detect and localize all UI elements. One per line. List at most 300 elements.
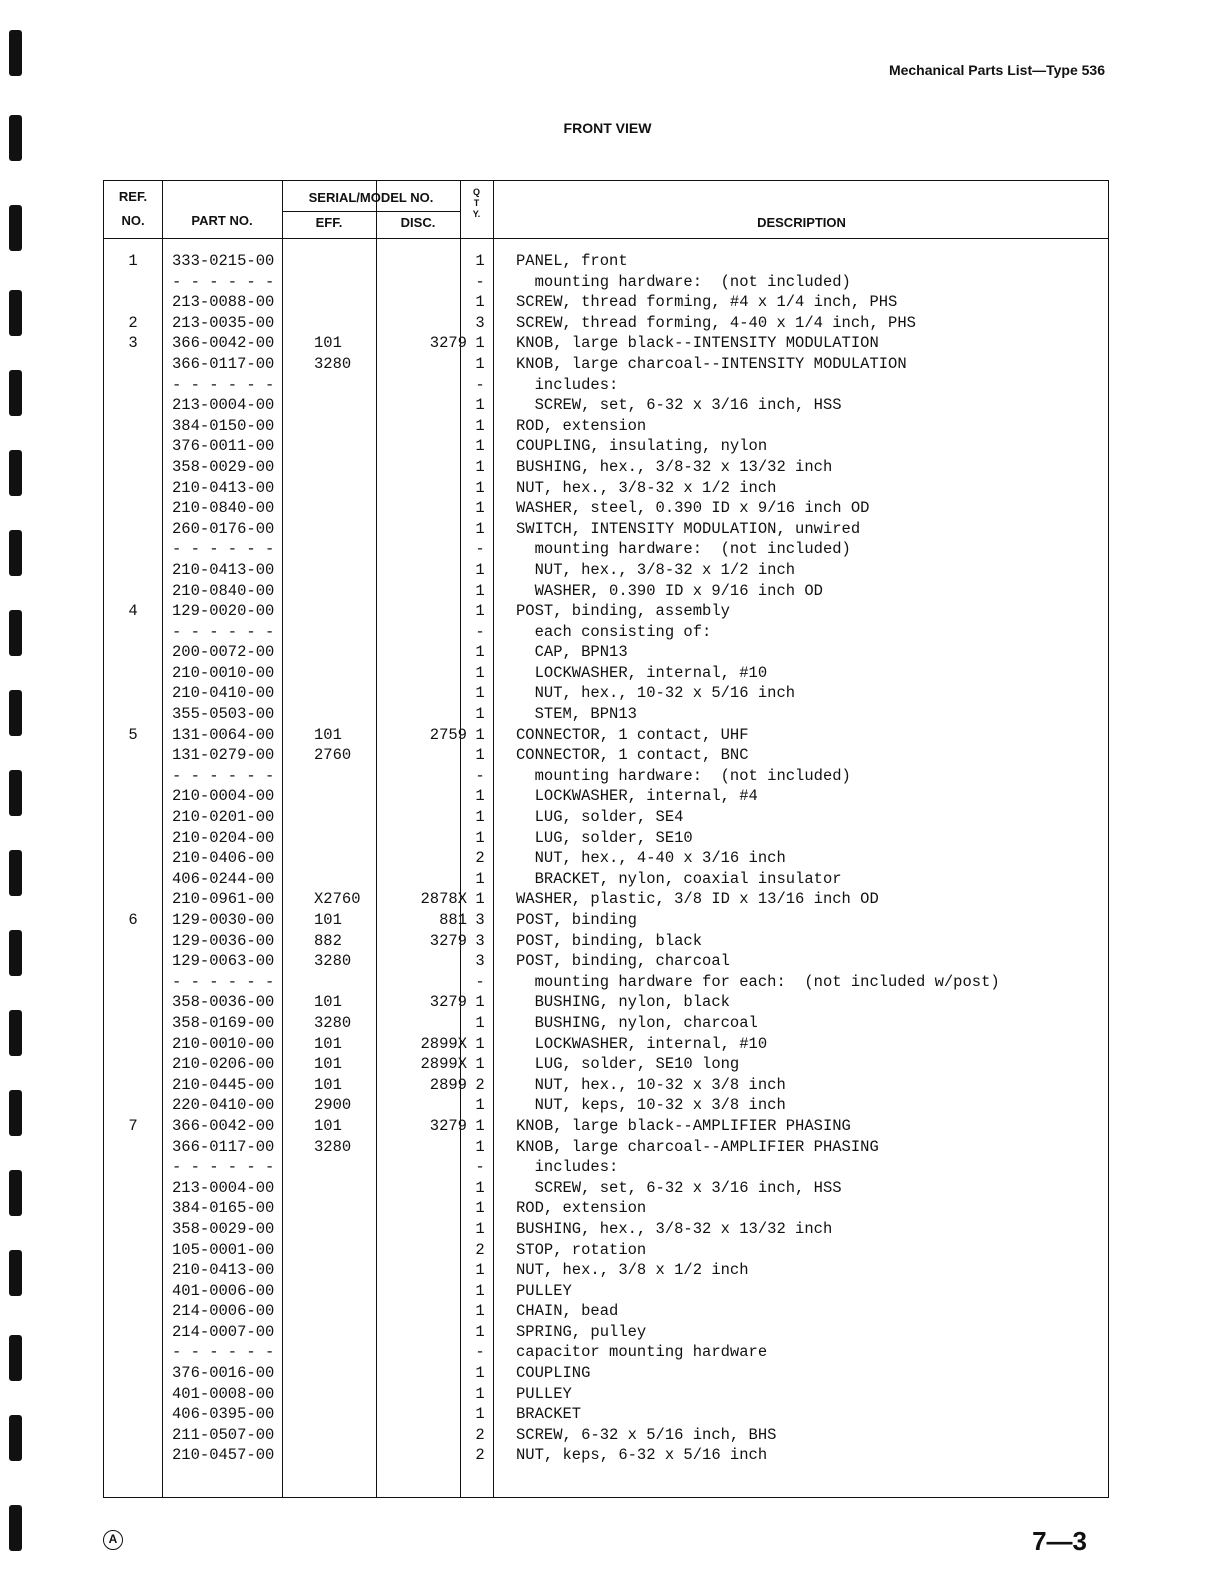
part-no: 211-0507-00: [172, 1425, 275, 1444]
part-no: 210-0004-00: [172, 787, 275, 806]
quantity: 1: [475, 1364, 485, 1383]
part-no: 358-0169-00: [172, 1013, 275, 1032]
quantity: -: [475, 375, 485, 394]
ref-no: 7: [128, 1116, 138, 1135]
quantity: -: [475, 540, 485, 559]
header-qty: Q T Y.: [472, 187, 481, 219]
table-row: [104, 354, 1108, 375]
binder-mark: [9, 450, 22, 496]
description: WASHER, 0.390 ID x 9/16 inch OD: [516, 581, 823, 600]
binder-mark: [9, 610, 22, 656]
part-no: - - - - - -: [172, 1343, 275, 1362]
serial-disc: 2899X: [420, 1034, 467, 1053]
serial-eff: 101: [314, 1075, 342, 1094]
table-row: [104, 395, 1108, 416]
description: NUT, hex., 3/8-32 x 1/2 inch: [516, 560, 796, 579]
table-row: [104, 972, 1108, 993]
quantity: 2: [475, 1425, 485, 1444]
serial-eff: 101: [314, 1055, 342, 1074]
table-row: [104, 992, 1108, 1013]
description: WASHER, plastic, 3/8 ID x 13/16 inch OD: [516, 890, 879, 909]
table-row: [104, 828, 1108, 849]
quantity: 2: [475, 1240, 485, 1259]
description: ROD, extension: [516, 1199, 647, 1218]
description: SCREW, thread forming, #4 x 1/4 inch, PHS: [516, 293, 898, 312]
quantity: 1: [475, 354, 485, 373]
table-row: [104, 1116, 1108, 1137]
part-no: - - - - - -: [172, 972, 275, 991]
table-row: [104, 1342, 1108, 1363]
quantity: -: [475, 1343, 485, 1362]
part-no: 366-0042-00: [172, 1116, 275, 1135]
description: PULLEY: [516, 1384, 572, 1403]
part-no: 213-0004-00: [172, 1178, 275, 1197]
binder-mark: [9, 205, 22, 251]
table-row: [104, 1240, 1108, 1261]
table-row: [104, 539, 1108, 560]
binder-mark: [9, 1505, 22, 1551]
part-no: 210-0413-00: [172, 560, 275, 579]
quantity: 1: [475, 828, 485, 847]
ref-no: 2: [128, 313, 138, 332]
binder-mark: [9, 930, 22, 976]
binder-mark: [9, 1010, 22, 1056]
section-title: FRONT VIEW: [563, 120, 652, 136]
part-no: 129-0020-00: [172, 602, 275, 621]
part-no: 333-0215-00: [172, 252, 275, 270]
table-row: [104, 622, 1108, 643]
part-no: 131-0064-00: [172, 725, 275, 744]
header-part-no: PART NO.: [191, 213, 253, 228]
description: COUPLING, insulating, nylon: [516, 437, 768, 456]
table-row: [104, 1322, 1108, 1343]
description: COUPLING: [516, 1364, 591, 1383]
description: SPRING, pulley: [516, 1322, 647, 1341]
part-no: 366-0117-00: [172, 1137, 275, 1156]
quantity: 1: [475, 1137, 485, 1156]
serial-disc: 3279: [429, 931, 467, 950]
header-serial-model: SERIAL/MODEL NO.: [308, 190, 434, 205]
table-row: [104, 292, 1108, 313]
quantity: 1: [475, 787, 485, 806]
description: WASHER, steel, 0.390 ID x 9/16 inch OD: [516, 499, 870, 518]
table-row: [104, 272, 1108, 293]
description: PULLEY: [516, 1281, 572, 1300]
quantity: 1: [475, 499, 485, 518]
description: mounting hardware: (not included): [516, 272, 851, 291]
part-no: 129-0036-00: [172, 931, 275, 950]
parts-table: [103, 180, 1109, 1498]
serial-disc: 2899: [429, 1075, 467, 1094]
quantity: 1: [475, 1405, 485, 1424]
description: LUG, solder, SE10: [516, 828, 693, 847]
quantity: 1: [475, 1219, 485, 1238]
part-no: 210-0010-00: [172, 1034, 275, 1053]
table-row: [104, 560, 1108, 581]
quantity: 1: [475, 1384, 485, 1403]
table-row: [104, 251, 1108, 272]
description: POST, binding: [516, 911, 637, 929]
description: includes:: [516, 1158, 619, 1177]
quantity: -: [475, 972, 485, 991]
quantity: 1: [475, 334, 485, 353]
table-row: [104, 1157, 1108, 1178]
binder-mark: [9, 1090, 22, 1136]
table-row: [104, 869, 1108, 890]
description: includes:: [516, 375, 619, 394]
quantity: 1: [475, 684, 485, 703]
binder-mark: [9, 30, 22, 76]
quantity: 1: [475, 457, 485, 476]
part-no: 401-0006-00: [172, 1281, 275, 1300]
table-row: [104, 807, 1108, 828]
description: mounting hardware: (not included): [516, 540, 851, 559]
part-no: 401-0008-00: [172, 1384, 275, 1403]
table-row: [104, 848, 1108, 869]
part-no: 131-0279-00: [172, 746, 275, 765]
description: BUSHING, nylon, charcoal: [516, 1013, 758, 1032]
part-no: 210-0201-00: [172, 808, 275, 827]
description: ROD, extension: [516, 416, 647, 435]
quantity: 3: [475, 313, 485, 332]
table-row: [104, 1281, 1108, 1302]
part-no: 358-0029-00: [172, 1219, 275, 1238]
table-row: [104, 1425, 1108, 1446]
quantity: 1: [475, 396, 485, 415]
table-row: [104, 889, 1108, 910]
binder-mark: [9, 1335, 22, 1381]
description: SCREW, thread forming, 4-40 x 1/4 inch, PHS: [516, 313, 916, 332]
quantity: 1: [475, 1055, 485, 1074]
description: NUT, hex., 10-32 x 3/8 inch: [516, 1075, 786, 1094]
table-row: [104, 1137, 1108, 1158]
description: KNOB, large black--INTENSITY MODULATION: [516, 334, 879, 353]
quantity: 2: [475, 1075, 485, 1094]
binder-mark: [9, 690, 22, 736]
part-no: - - - - - -: [172, 1158, 275, 1177]
description: NUT, hex., 3/8-32 x 1/2 inch: [516, 478, 777, 497]
part-no: 210-0840-00: [172, 499, 275, 518]
serial-disc: 3279: [429, 993, 467, 1012]
description: capacitor mounting hardware: [516, 1343, 768, 1362]
table-row: [104, 1445, 1108, 1466]
part-no: 210-0204-00: [172, 828, 275, 847]
ref-no: 1: [128, 252, 138, 270]
page-header: Mechanical Parts List—Type 536: [888, 62, 1105, 78]
table-row: [104, 910, 1108, 931]
part-no: - - - - - -: [172, 540, 275, 559]
page-number: 7—3: [1032, 1526, 1087, 1556]
description: LOCKWASHER, internal, #10: [516, 1034, 768, 1053]
table-row: [104, 1054, 1108, 1075]
table-row: [104, 1219, 1108, 1240]
part-no: - - - - - -: [172, 766, 275, 785]
serial-eff: 2900: [314, 1096, 352, 1115]
quantity: 1: [475, 293, 485, 312]
table-row: [104, 333, 1108, 354]
part-no: 366-0042-00: [172, 334, 275, 353]
description: mounting hardware: (not included): [516, 766, 851, 785]
part-no: 384-0165-00: [172, 1199, 275, 1218]
table-row: [104, 951, 1108, 972]
description: CONNECTOR, 1 contact, BNC: [516, 746, 749, 765]
quantity: 3: [475, 911, 485, 929]
description: SCREW, set, 6-32 x 3/16 inch, HSS: [516, 396, 842, 415]
quantity: -: [475, 1158, 485, 1177]
quantity: 1: [475, 869, 485, 888]
description: NUT, keps, 10-32 x 3/8 inch: [516, 1096, 786, 1115]
table-row: [104, 704, 1108, 725]
description: CAP, BPN13: [516, 643, 628, 662]
quantity: 3: [475, 952, 485, 971]
serial-eff: 101: [314, 725, 342, 744]
serial-eff: 101: [314, 334, 342, 353]
quantity: 1: [475, 519, 485, 538]
description: NUT, hex., 3/8 x 1/2 inch: [516, 1261, 749, 1280]
description: STOP, rotation: [516, 1240, 647, 1259]
serial-eff: 101: [314, 1116, 342, 1135]
quantity: 1: [475, 1261, 485, 1280]
serial-eff: 101: [314, 1034, 342, 1053]
ref-no: 6: [128, 911, 138, 929]
table-row: [104, 1095, 1108, 1116]
table-row: [104, 375, 1108, 396]
quantity: 1: [475, 1034, 485, 1053]
description: POST, binding, black: [516, 931, 703, 950]
part-no: 210-0406-00: [172, 849, 275, 868]
quantity: -: [475, 272, 485, 291]
quantity: 1: [475, 663, 485, 682]
table-row: [104, 725, 1108, 746]
description: NUT, keps, 6-32 x 5/16 inch: [516, 1446, 768, 1465]
serial-eff: 3280: [314, 952, 352, 971]
quantity: 1: [475, 993, 485, 1012]
binder-mark: [9, 530, 22, 576]
description: PANEL, front: [516, 252, 628, 270]
header-ref-line2: NO.: [121, 213, 145, 228]
part-no: 406-0395-00: [172, 1405, 275, 1424]
description: BUSHING, hex., 3/8-32 x 13/32 inch: [516, 457, 833, 476]
part-no: 210-0457-00: [172, 1446, 275, 1465]
serial-eff: X2760: [314, 890, 361, 909]
description: BRACKET: [516, 1405, 582, 1424]
part-no: 210-0840-00: [172, 581, 275, 600]
quantity: 1: [475, 1281, 485, 1300]
description: NUT, hex., 4-40 x 3/16 inch: [516, 849, 786, 868]
table-row: [104, 766, 1108, 787]
description: POST, binding, assembly: [516, 602, 730, 621]
quantity: 1: [475, 416, 485, 435]
table-row: [104, 1034, 1108, 1055]
part-no: 406-0244-00: [172, 869, 275, 888]
part-no: 129-0030-00: [172, 911, 275, 929]
table-row: [104, 457, 1108, 478]
part-no: 210-0010-00: [172, 663, 275, 682]
part-no: 213-0004-00: [172, 396, 275, 415]
ref-no: 3: [128, 334, 138, 353]
part-no: 210-0413-00: [172, 1261, 275, 1280]
serial-disc: 881: [439, 911, 467, 929]
description: LOCKWASHER, internal, #10: [516, 663, 768, 682]
table-row: [104, 519, 1108, 540]
table-row: [104, 1363, 1108, 1384]
part-no: 355-0503-00: [172, 705, 275, 724]
quantity: 1: [475, 746, 485, 765]
quantity: -: [475, 766, 485, 785]
part-no: 366-0117-00: [172, 354, 275, 373]
quantity: 1: [475, 478, 485, 497]
description: SCREW, 6-32 x 5/16 inch, BHS: [516, 1425, 777, 1444]
part-no: 214-0007-00: [172, 1322, 275, 1341]
serial-eff: 101: [314, 911, 342, 929]
part-no: 210-0410-00: [172, 684, 275, 703]
description: SWITCH, INTENSITY MODULATION, unwired: [516, 519, 861, 538]
quantity: -: [475, 622, 485, 641]
table-row: [104, 1384, 1108, 1405]
table-row: [104, 683, 1108, 704]
table-row: [104, 436, 1108, 457]
part-no: 376-0011-00: [172, 437, 275, 456]
ref-no: 5: [128, 725, 138, 744]
description: BUSHING, hex., 3/8-32 x 13/32 inch: [516, 1219, 833, 1238]
part-no: 214-0006-00: [172, 1302, 275, 1321]
revision-mark: A: [103, 1530, 123, 1550]
table-row: [104, 416, 1108, 437]
quantity: 1: [475, 808, 485, 827]
part-no: 210-0961-00: [172, 890, 275, 909]
part-no: - - - - - -: [172, 272, 275, 291]
table-row: [104, 1301, 1108, 1322]
part-no: 260-0176-00: [172, 519, 275, 538]
description: each consisting of:: [516, 622, 712, 641]
quantity: 1: [475, 643, 485, 662]
description: LOCKWASHER, internal, #4: [516, 787, 758, 806]
quantity: 1: [475, 252, 485, 270]
quantity: 1: [475, 437, 485, 456]
table-row: [104, 663, 1108, 684]
part-no: 220-0410-00: [172, 1096, 275, 1115]
table-row: [104, 642, 1108, 663]
description: LUG, solder, SE4: [516, 808, 684, 827]
quantity: 1: [475, 890, 485, 909]
quantity: 1: [475, 560, 485, 579]
quantity: 1: [475, 602, 485, 621]
header-disc: DISC.: [400, 215, 436, 230]
description: BUSHING, nylon, black: [516, 993, 730, 1012]
table-row: [104, 313, 1108, 334]
serial-eff: 101: [314, 993, 342, 1012]
description: SCREW, set, 6-32 x 3/16 inch, HSS: [516, 1178, 842, 1197]
binder-mark: [9, 850, 22, 896]
table-row: [104, 1198, 1108, 1219]
table-row: [104, 498, 1108, 519]
part-no: 213-0035-00: [172, 313, 275, 332]
binder-mark: [9, 1250, 22, 1296]
binder-mark: [9, 770, 22, 816]
table-row: [104, 601, 1108, 622]
description: KNOB, large charcoal--AMPLIFIER PHASING: [516, 1137, 879, 1156]
binder-mark: [9, 370, 22, 416]
serial-eff: 3280: [314, 1013, 352, 1032]
description: mounting hardware for each: (not included w/post): [516, 972, 1000, 991]
ref-no: 4: [128, 602, 138, 621]
binder-mark: [9, 290, 22, 336]
description: NUT, hex., 10-32 x 5/16 inch: [516, 684, 796, 703]
description: KNOB, large charcoal--INTENSITY MODULATION: [516, 354, 907, 373]
part-no: 210-0206-00: [172, 1055, 275, 1074]
part-no: 210-0413-00: [172, 478, 275, 497]
quantity: 1: [475, 1013, 485, 1032]
quantity: 1: [475, 705, 485, 724]
part-no: - - - - - -: [172, 622, 275, 641]
table-row: [104, 1404, 1108, 1425]
part-no: 210-0445-00: [172, 1075, 275, 1094]
serial-eff: 2760: [314, 746, 352, 765]
part-no: - - - - - -: [172, 375, 275, 394]
description: LUG, solder, SE10 long: [516, 1055, 740, 1074]
serial-eff: 3280: [314, 354, 352, 373]
serial-disc: 2878X: [420, 890, 467, 909]
part-no: 358-0036-00: [172, 993, 275, 1012]
table-row: [104, 931, 1108, 952]
serial-disc: 2759: [429, 725, 467, 744]
quantity: 1: [475, 1302, 485, 1321]
description: CONNECTOR, 1 contact, UHF: [516, 725, 749, 744]
table-row: [104, 478, 1108, 499]
quantity: 1: [475, 1116, 485, 1135]
description: POST, binding, charcoal: [516, 952, 730, 971]
part-no: 358-0029-00: [172, 457, 275, 476]
part-no: 200-0072-00: [172, 643, 275, 662]
binder-mark: [9, 1170, 22, 1216]
header-ref-line1: REF.: [118, 189, 148, 204]
serial-disc: 2899X: [420, 1055, 467, 1074]
table-row: [104, 786, 1108, 807]
table-row: [104, 1260, 1108, 1281]
table-row: [104, 1013, 1108, 1034]
quantity: 3: [475, 931, 485, 950]
parts-rows: [104, 251, 1108, 1466]
binder-mark: [9, 1415, 22, 1461]
table-row: [104, 1178, 1108, 1199]
table-row: [104, 1075, 1108, 1096]
quantity: 1: [475, 581, 485, 600]
description: STEM, BPN13: [516, 705, 637, 724]
part-no: 376-0016-00: [172, 1364, 275, 1383]
part-no: 105-0001-00: [172, 1240, 275, 1259]
part-no: 213-0088-00: [172, 293, 275, 312]
serial-eff: 882: [314, 931, 342, 950]
part-no: 384-0150-00: [172, 416, 275, 435]
header-description: DESCRIPTION: [757, 215, 846, 230]
quantity: 1: [475, 725, 485, 744]
quantity: 1: [475, 1178, 485, 1197]
table-row: [104, 581, 1108, 602]
part-no: 129-0063-00: [172, 952, 275, 971]
table-row: [104, 745, 1108, 766]
quantity: 1: [475, 1199, 485, 1218]
serial-disc: 3279: [429, 1116, 467, 1135]
description: BRACKET, nylon, coaxial insulator: [516, 869, 842, 888]
serial-eff: 3280: [314, 1137, 352, 1156]
quantity: 1: [475, 1322, 485, 1341]
quantity: 2: [475, 849, 485, 868]
quantity: 1: [475, 1096, 485, 1115]
description: CHAIN, bead: [516, 1302, 619, 1321]
description: KNOB, large black--AMPLIFIER PHASING: [516, 1116, 851, 1135]
serial-disc: 3279: [429, 334, 467, 353]
header-eff: EFF.: [315, 215, 343, 230]
